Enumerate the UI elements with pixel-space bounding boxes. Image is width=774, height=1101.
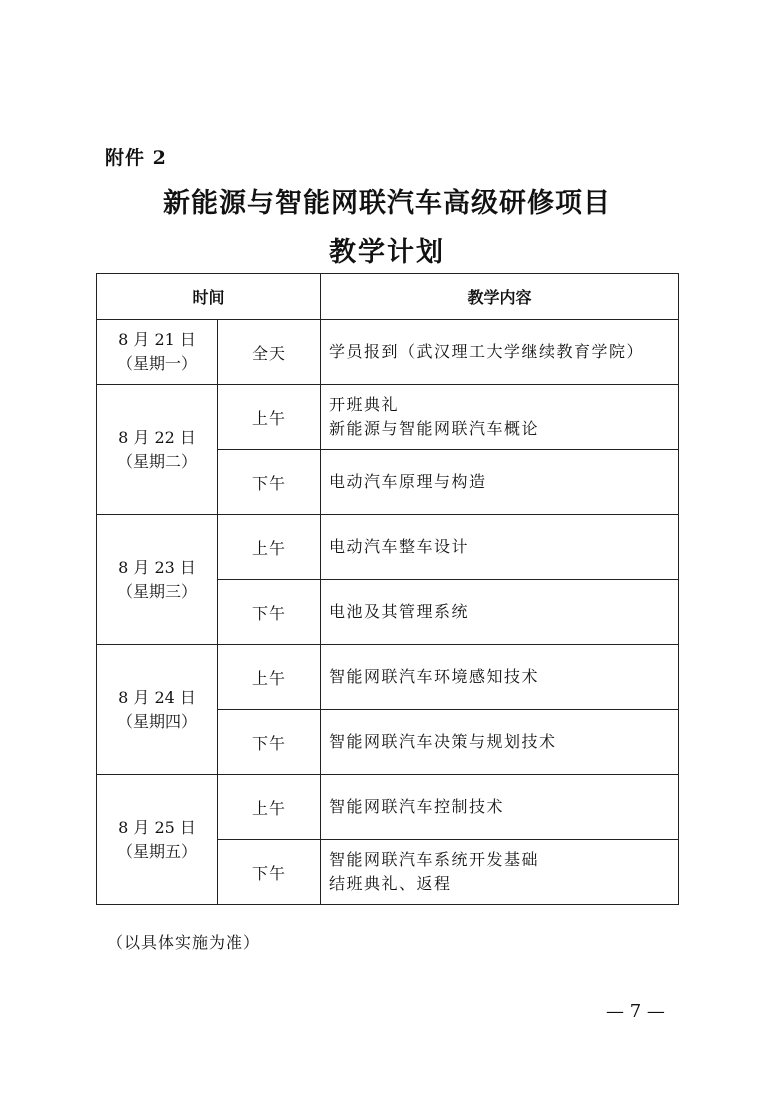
content-line: 智能网联汽车系统开发基础 [329,850,540,869]
weekday-text: （星期三） [116,581,197,601]
content-line: 新能源与智能网联汽车概论 [329,419,540,438]
content-cell [321,775,679,840]
period-cell: 下午 [218,710,321,775]
date-text: 8 月 24 日 [118,687,196,707]
content-cell [321,320,679,385]
period-cell: 下午 [218,580,321,645]
document-title: 新能源与智能网联汽车高级研修项目 [163,188,611,219]
table-header-row [97,274,679,320]
period-cell: 下午 [218,840,321,905]
date-text: 8 月 25 日 [118,817,196,837]
content-line: 电池及其管理系统 [329,602,470,621]
date-text: 8 月 21 日 [118,330,196,349]
content-cell [321,580,679,645]
weekday-text: （星期五） [116,841,197,861]
weekday-text: （星期一） [116,354,197,373]
date-cell [97,515,218,645]
content-cell [321,385,679,450]
period-cell: 上午 [218,385,321,450]
weekday-text: （星期二） [116,451,197,471]
table-row [97,645,679,710]
content-line: 智能网联汽车决策与规划技术 [329,732,557,751]
footnote: （以具体实施为准） [107,933,261,952]
date-cell [97,645,218,775]
content-cell [321,645,679,710]
content-cell [321,840,679,905]
period-cell: 上午 [218,775,321,840]
weekday-text: （星期四） [116,711,197,731]
date-cell [97,320,218,385]
content-line: 电动汽车原理与构造 [329,472,487,491]
table-row [97,320,679,385]
teaching-plan-table [96,273,679,905]
content-cell [321,450,679,515]
content-line: 开班典礼 [329,395,400,414]
period-cell: 上午 [218,645,321,710]
period-cell: 全天 [218,320,321,385]
content-line: 结班典礼、返程 [329,874,452,893]
attachment-label: 附件 2 [105,147,167,169]
table-row [97,775,679,840]
period-cell: 下午 [218,450,321,515]
table-row [97,515,679,580]
date-cell [97,775,218,905]
content-line: 智能网联汽车环境感知技术 [329,667,540,686]
header-time: 时间 [97,274,321,320]
date-text: 8 月 22 日 [118,427,196,447]
content-line: 学员报到（武汉理工大学继续教育学院） [329,342,645,361]
content-cell [321,710,679,775]
header-content: 教学内容 [321,274,679,320]
content-line: 电动汽车整车设计 [329,537,470,556]
date-cell [97,385,218,515]
document-subtitle: 教学计划 [329,237,445,268]
table-row [97,385,679,450]
content-cell [321,515,679,580]
period-cell: 上午 [218,515,321,580]
content-line: 智能网联汽车控制技术 [329,797,505,816]
page-number: — 7 — [606,1001,665,1022]
date-text: 8 月 23 日 [118,557,196,577]
